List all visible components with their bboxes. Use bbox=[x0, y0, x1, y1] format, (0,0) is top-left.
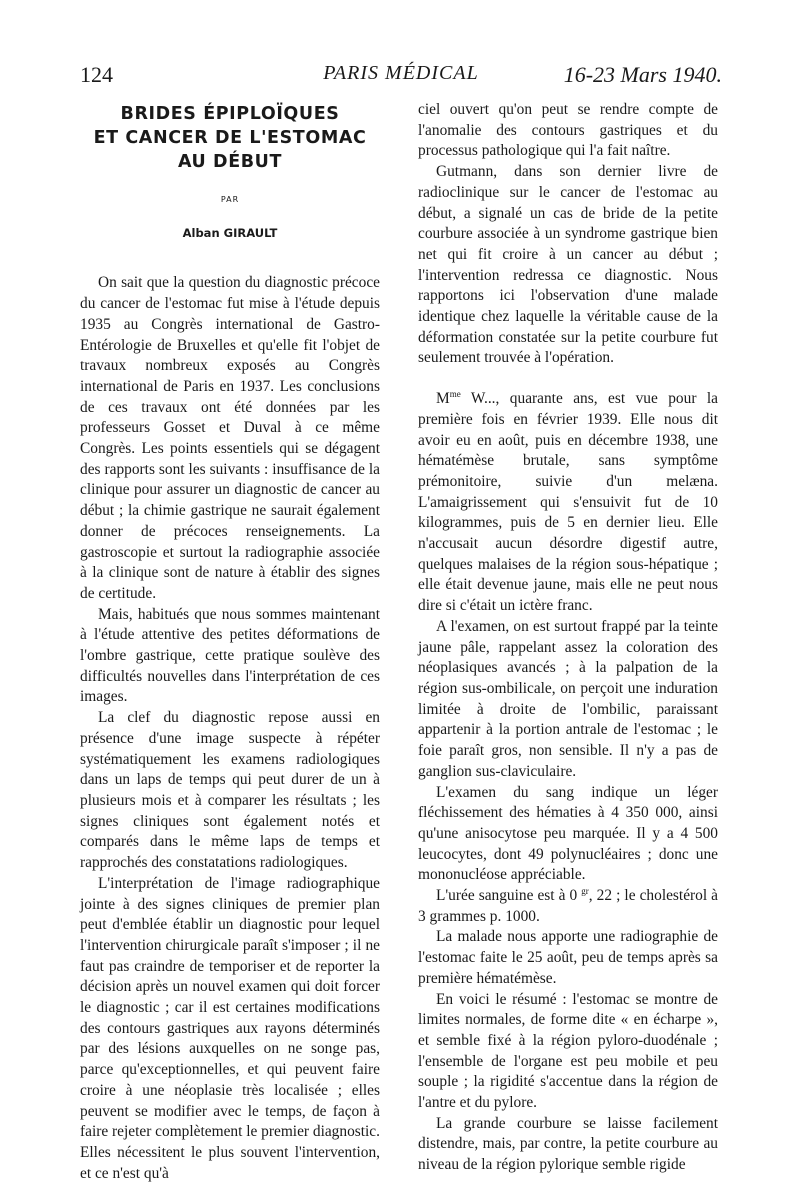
paragraph: ciel ouvert qu'on peut se rendre compte de l'anomalie des contours gastriques et du processus pathologique qui l'a fait naître. bbox=[418, 101, 718, 160]
paragraph: On sait que la question du diagnostic précoce du cancer de l'estomac fut mise à l'étude depuis 1935 au Congrès international de Gastro-Entérologie de Bruxelles et qu'elle fit l'objet de travaux nombreux exposés au Congrès international de Paris en 1937. Les conclusions de ces travaux ont été données par les professeurs Gosset et Duval à ce même Congrès. Les points essentiels qui se dégagent des rapports sont les suivants : insuffisance de la clinique pour assurer un diagnostic de cancer au début ; la chimie gastrique ne saurait également donner de précoces renseignements. La gastroscopie et surtout la radiographie associée à la clinique sont de nature à établir des signes de certitude. bbox=[80, 274, 380, 602]
unit-sup: gr bbox=[581, 885, 589, 896]
paragraph: Gutmann, dans son dernier livre de radioclinique sur le cancer de l'estomac au début, a signalé un cas de bride de la petite courbure associée à un syndrome gastrique bien net qui fit croire à un cancer au début ; l'intervention redressa ce diagnostic. Nous rapportons ici l'observation d'une malade identique chez laquelle la véritable cause de la déformation constatée sur la petite courbure fut seulement trouvée à l'opération. bbox=[418, 163, 718, 367]
paragraph: La grande courbure se laisse facilement distendre, mais, par contre, la petite courbure au niveau de la région pylorique semble rigide bbox=[418, 1114, 718, 1174]
author-name: Alban GIRAULT bbox=[182, 225, 278, 240]
paragraph: L'interprétation de l'image radiographique jointe à des signes cliniques de premier plan peut d'emblée établir un diagnostic pour lequel l'intervention chirurgicale paraît s'imposer ; il ne faut pas craindre de temporiser et de reporter la décision après un nouvel examen qui doit forcer le diagnostic ; car il est certaines modifications des contours gastriques aux rayons déterminés par des lésions auxquelles on ne songe pas, parce qu'exceptionnelles, et qui peuvent faire croire à une néoplasie très localisée ; elles peuvent se modifier avec le temps, de façon à faire rejeter complètement le premier diagnostic. Elles nécessitent le plus souvent l'intervention, et ce n'est qu'à bbox=[80, 874, 380, 1182]
paragraph: En voici le résumé : l'estomac se montre de limites normales, de forme dite « en écharpe », et semble fixé à la région pyloro-duodénale ; l'ensemble de l'organe est peu mobile et peu souple ; la rigidité s'accentue dans la région de l'antre et du pylore. bbox=[418, 990, 718, 1112]
paragraph: La malade nous apporte une radiographie de l'estomac faite le 25 août, peu de temps après sa première hématémèse. bbox=[418, 928, 718, 987]
paragraph-text: W..., quarante ans, est vue pour la première fois en février 1939. Elle nous dit avoir eu en août, puis en décembre 1938, une hématémèse brutale, sans symptôme prémonitoire, suivie d'un melæna. L'amaigrissement qui s'ensuivit fut de 10 kilogrammes, puis de 5 en dernier lieu. Elle n'accusait aucun désordre digestif autre, quelques malaises de la région sous-hépatique ; elle était devenue jaune, mais elle ne peut nous dire si c'était un ictère franc. bbox=[418, 390, 718, 615]
paragraph bbox=[418, 389, 718, 617]
paragraph: La clef du diagnostic repose aussi en présence d'une image suspecte à répéter systématiquement les examens radiologiques dans un laps de temps qui peut durer de un à plusieurs mois et à comparer les résultats ; les signes cliniques sont également notés et comparés dans le même laps de temps et rapprochés des constatations radiologiques. bbox=[80, 709, 380, 872]
title-line-3: AU DÉBUT bbox=[177, 152, 283, 172]
page-header bbox=[80, 58, 722, 88]
byline-par: PAR bbox=[220, 195, 240, 204]
paragraph: Mais, habitués que nous sommes maintenant à l'étude attentive des petites déformations de l'ombre gastrique, cette pratique soulève des difficultés nouvelles dans l'interprétation de ces images. bbox=[80, 605, 380, 706]
journal-title: PARIS MÉDICAL bbox=[323, 62, 479, 84]
paragraph-text: L'urée sanguine est à 0 bbox=[436, 887, 582, 905]
left-column bbox=[80, 100, 380, 1184]
title-line-2: ET CANCER DE L'ESTOMAC bbox=[93, 128, 367, 148]
page-number: 124 bbox=[80, 62, 113, 87]
paragraph: L'examen du sang indique un léger fléchissement des hématies à 4 350 000, ainsi qu'une anisocytose peu marquée. Il y a 4 500 leucocytes, dont 49 polynucléaires ; donc une mononucléose appréciable. bbox=[418, 783, 718, 884]
paragraph: A l'examen, on est surtout frappé par la teinte jaune pâle, rappelant assez la coloration des néoplasiques avancés ; à la palpation de la région sus-ombilicale, on perçoit une induration limitée à droite de l'ombilic, paraissant appartenir à la portion antrale de l'estomac ; le foie paraît gros, non sensible. Il n'y a pas de ganglion sus-claviculaire. bbox=[418, 617, 718, 780]
title-abbrev-sup: me bbox=[449, 389, 461, 400]
article-title bbox=[80, 102, 380, 174]
paragraph-text: , 22 ; le cholestérol à 3 grammes p. 1000. bbox=[418, 887, 719, 925]
title-abbrev: M bbox=[436, 390, 450, 408]
issue-date: 16-23 Mars 1940. bbox=[563, 62, 722, 87]
title-line-1: BRIDES ÉPIPLOÏQUES bbox=[120, 104, 340, 124]
paragraph bbox=[418, 886, 718, 927]
right-column bbox=[418, 100, 718, 1176]
